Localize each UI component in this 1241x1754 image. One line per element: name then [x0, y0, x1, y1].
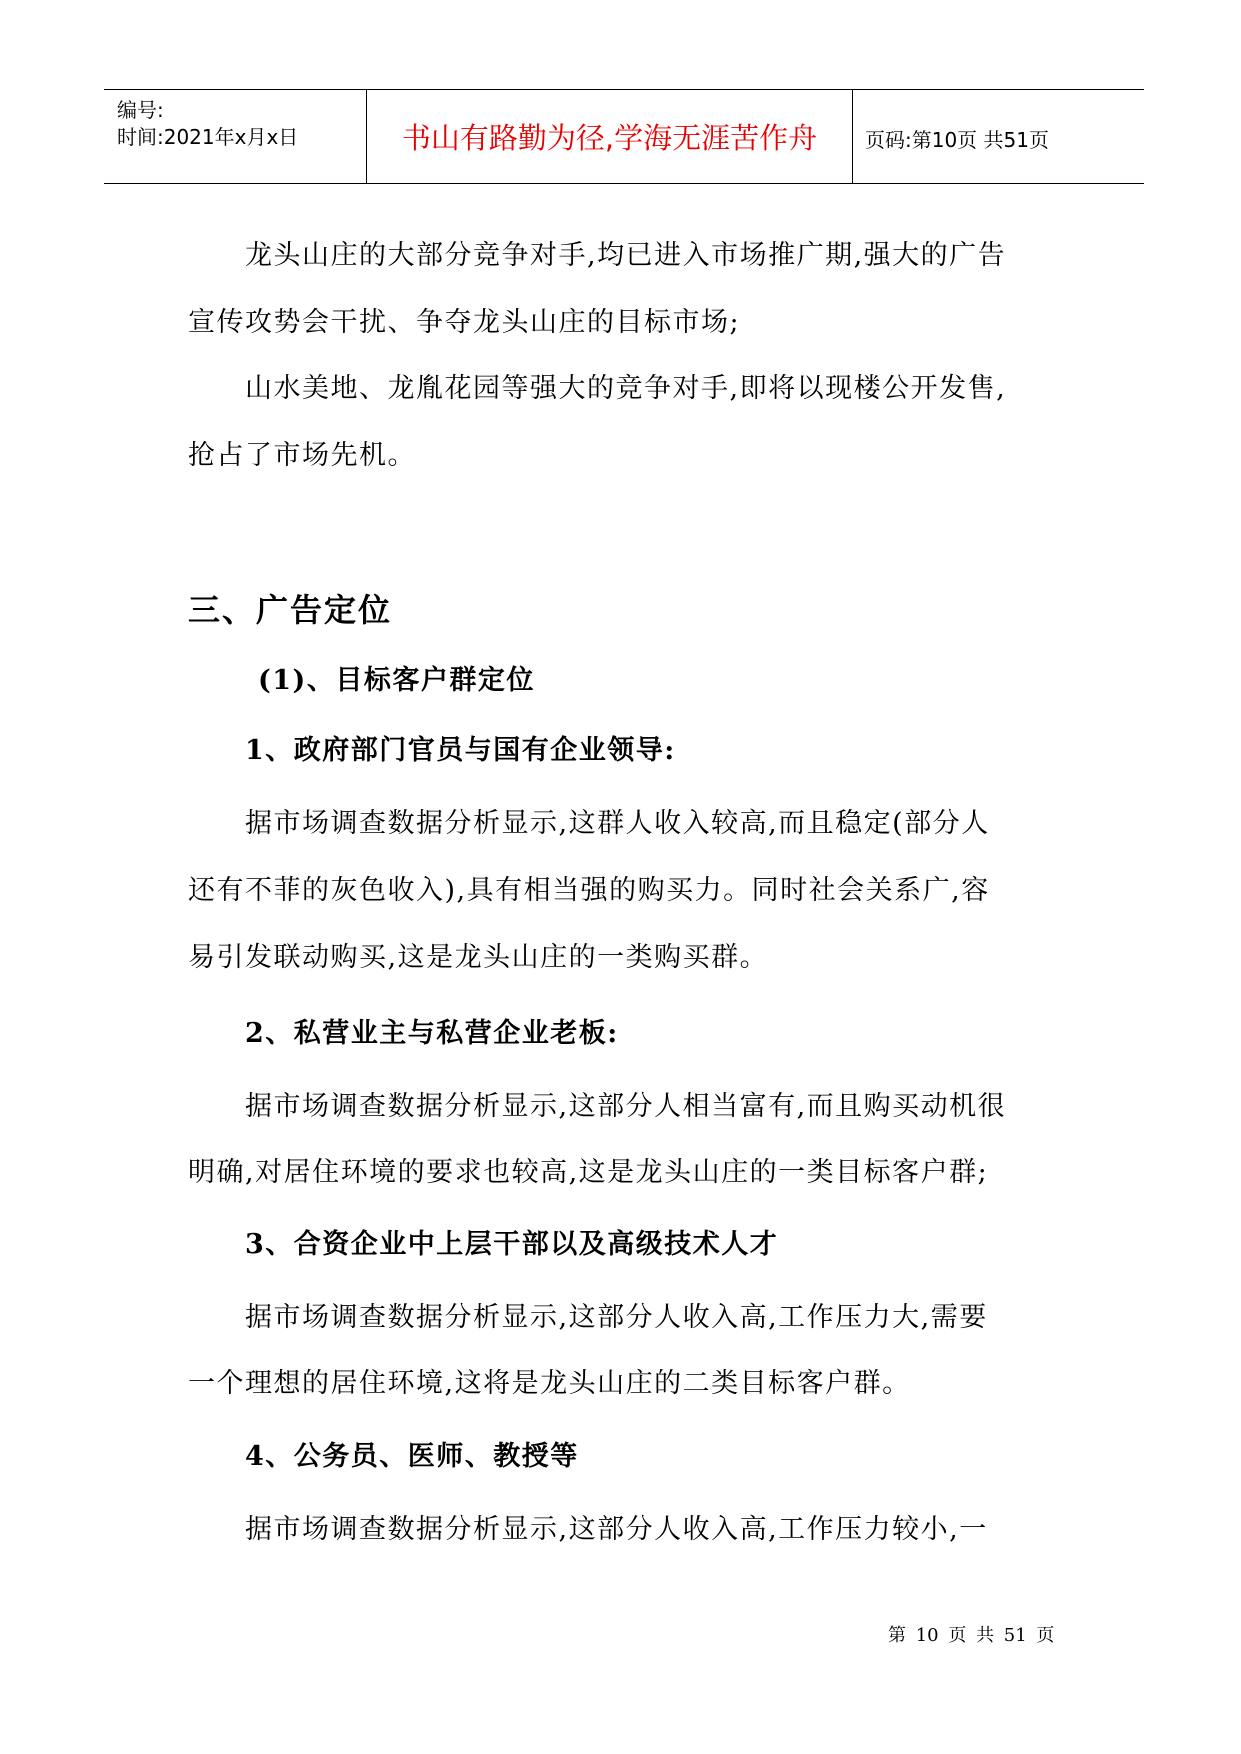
item-heading: 2、私营业主与私营企业老板: — [245, 1018, 619, 1049]
header-page-info: 页码:第10页 共51页 — [865, 128, 1049, 152]
paragraph-line: 宣传攻势会干扰、争夺龙头山庄的目标市场; — [188, 307, 741, 338]
document-header — [104, 89, 1144, 184]
paragraph-line: 据市场调查数据分析显示,这群人收入较高,而且稳定(部分人 — [245, 808, 990, 839]
paragraph-line: 龙头山庄的大部分竞争对手,均已进入市场推广期,强大的广告 — [245, 240, 1007, 271]
paragraph-line: 据市场调查数据分析显示,这部分人收入高,工作压力大,需要 — [245, 1302, 988, 1333]
document-number-label: 编号: — [117, 98, 164, 122]
item-heading: 1、政府部门官员与国有企业领导: — [245, 735, 676, 766]
paragraph-line: 还有不菲的灰色收入),具有相当强的购买力。同时社会关系广,容 — [188, 875, 990, 906]
paragraph-line: 抢占了市场先机。 — [188, 440, 416, 471]
paragraph-line: 山水美地、龙胤花园等强大的竞争对手,即将以现楼公开发售, — [245, 373, 1007, 404]
document-time-label: 时间:2021年x月x日 — [117, 125, 299, 149]
paragraph-line: 据市场调查数据分析显示,这部分人收入高,工作压力较小,一 — [245, 1514, 988, 1545]
subsection-heading: (1)、目标客户群定位 — [258, 665, 535, 696]
page-footer: 第 10 页 共 51 页 — [888, 1625, 1055, 1646]
header-page-cell — [853, 90, 1144, 183]
header-meta-cell — [104, 90, 367, 183]
header-motto: 书山有路勤为径,学海无涯苦作舟 — [401, 121, 818, 155]
header-motto-cell — [367, 90, 853, 183]
item-heading: 3、合资企业中上层干部以及高级技术人才 — [245, 1229, 779, 1260]
paragraph-line: 明确,对居住环境的要求也较高,这是龙头山庄的一类目标客户群; — [188, 1157, 989, 1188]
paragraph-line: 一个理想的居住环境,这将是龙头山庄的二类目标客户群。 — [188, 1368, 911, 1399]
paragraph-line: 据市场调查数据分析显示,这部分人相当富有,而且购买动机很 — [245, 1091, 1007, 1122]
section-heading: 三、广告定位 — [188, 591, 393, 629]
item-heading: 4、公务员、医师、教授等 — [245, 1441, 579, 1472]
paragraph-line: 易引发联动购买,这是龙头山庄的一类购买群。 — [188, 942, 769, 973]
